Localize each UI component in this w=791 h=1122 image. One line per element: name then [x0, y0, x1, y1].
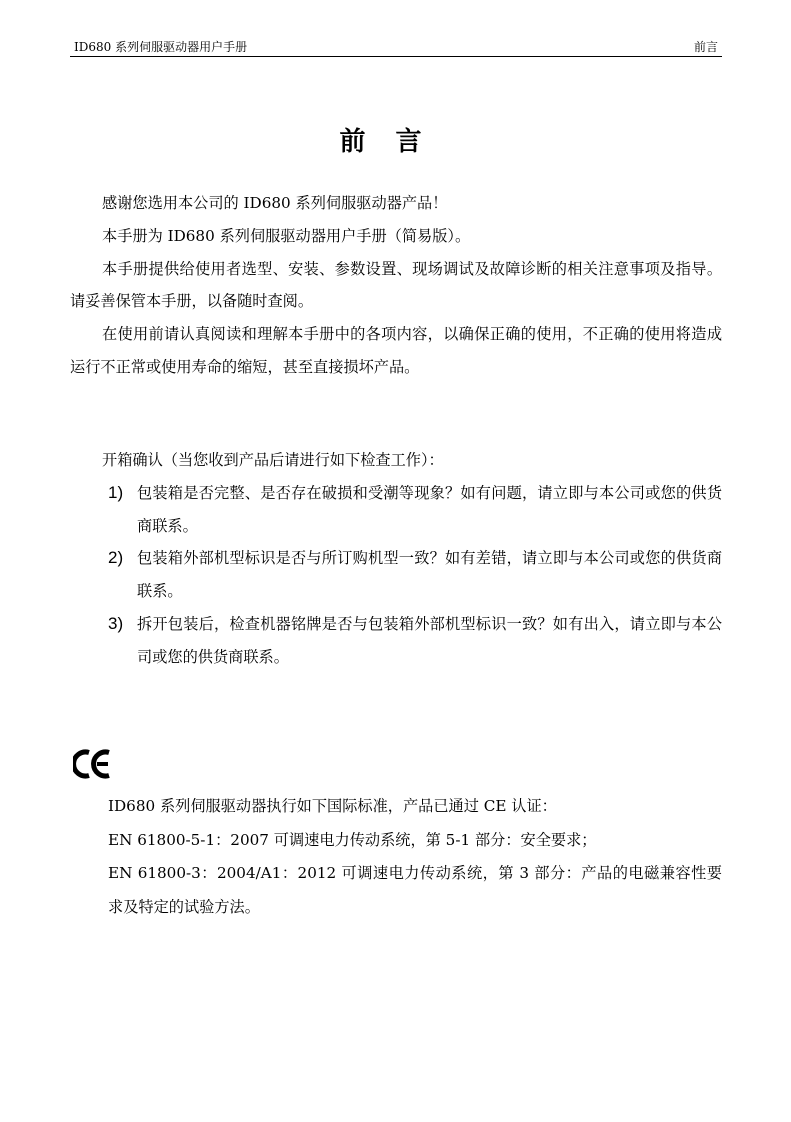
ce-intro: ID680 系列伺服驱动器执行如下国际标准，产品已通过 CE 认证：: [108, 797, 557, 815]
list-item-number: 3): [108, 613, 124, 633]
list-item: [70, 477, 722, 543]
unboxing-lead: 开箱确认（当您收到产品后请进行如下检查工作）：: [102, 451, 444, 469]
ce-standard-1: EN 61800-5-1：2007 可调速电力传动系统，第 5-1 部分：安全要求；: [108, 830, 597, 849]
intro-paragraph-2: 本手册为 ID680 系列伺服驱动器用户手册（简易版）。: [102, 226, 471, 245]
intro-paragraph-4: 在使用前请认真阅读和理解本手册中的各项内容，以确保正确的使用，不正确的使用将造成运行不正常或使用寿命的缩短，甚至直接损坏产品。: [70, 325, 722, 376]
list-item-number: 1): [108, 482, 124, 502]
unboxing-section: [70, 444, 722, 674]
header-section-title: 前言: [693, 40, 718, 54]
unboxing-checklist: [70, 477, 722, 674]
list-item: [70, 542, 722, 608]
list-item-text: 包装箱外部机型标识是否与所订购机型一致？如有差错，请立即与本公司或您的供货商联系。: [137, 549, 722, 601]
list-item: [70, 608, 722, 674]
ce-standard-2: EN 61800-3：2004/A1：2012 可调速电力传动系统，第 3 部分：产品的电磁兼容性要求及特定的试验方法。: [108, 864, 722, 916]
page-header: [70, 38, 722, 57]
list-item-number: 2): [108, 548, 124, 568]
list-item-text: 包装箱是否完整、是否存在破损和受潮等现象？如有问题，请立即与本公司或您的供货商联系。: [137, 483, 722, 535]
ce-mark-icon: [73, 748, 115, 780]
header-manual-title: ID680 系列伺服驱动器用户手册: [74, 40, 248, 54]
intro-section: [70, 187, 722, 384]
intro-paragraph-1: 感谢您选用本公司的 ID680 系列伺服驱动器产品！: [102, 194, 448, 212]
intro-paragraph-3: 本手册提供给使用者选型、安装、参数设置、现场调试及故障诊断的相关注意事项及指导。请妥善保管本手册，以备随时查阅。: [70, 259, 722, 311]
ce-standards-section: [108, 790, 722, 924]
page-title: 前言: [339, 127, 452, 157]
list-item-text: 拆开包装后，检查机器铭牌是否与包装箱外部机型标识一致？如有出入，请立即与本公司或您的供货商联系。: [137, 614, 722, 666]
